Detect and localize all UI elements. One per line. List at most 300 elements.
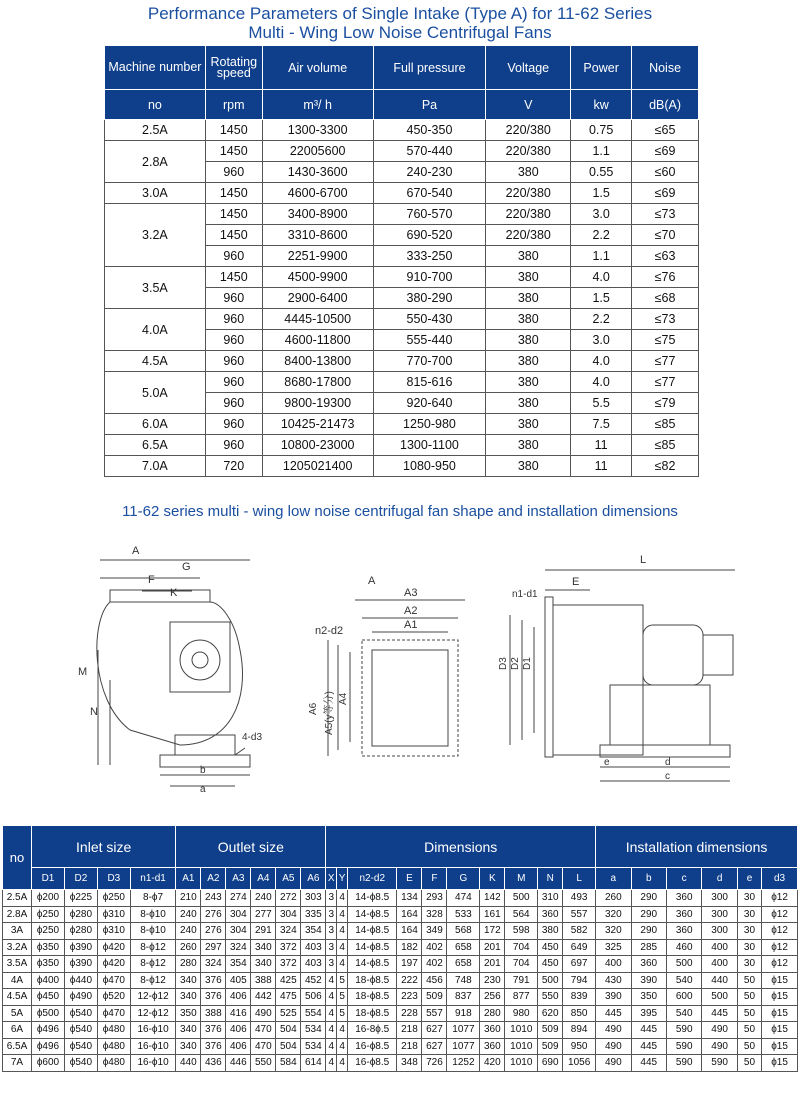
table-cell: 320 [596,906,631,923]
table-cell: 274 [226,890,251,907]
table-cell: 1010 [505,1038,538,1055]
table-cell: 6.5A [3,1038,32,1055]
table-cell: 349 [422,923,447,940]
table-cell: 164 [397,923,422,940]
label-d2: D2 [510,657,521,670]
table-cell: 910-700 [373,267,486,288]
table-cell: 50 [737,989,761,1006]
table-cell: ϕ310 [97,906,130,923]
table-row [105,309,699,330]
table-cell: 620 [538,1005,563,1022]
table-cell: ≤85 [632,414,699,435]
outlet-flange-diagram [300,570,480,770]
table-cell: 0.55 [571,162,632,183]
table-cell: 50 [737,1055,761,1072]
table-cell: 240 [251,890,276,907]
table-cell: 300 [702,923,737,940]
table-cell: 230 [480,972,505,989]
table-cell: 210 [176,890,201,907]
column-header: a [596,868,631,890]
table-cell: 293 [422,890,447,907]
table-cell: 276 [201,923,226,940]
table-title-line2: Multi - Wing Low Noise Centrifugal Fans [248,23,552,42]
table-cell: 390 [596,989,631,1006]
table-cell: 340 [176,1038,201,1055]
table-cell: 1080-950 [373,456,486,477]
table-cell: 748 [447,972,480,989]
label-a1: A1 [404,619,418,631]
table-cell: 490 [596,1038,631,1055]
column-header: K [480,868,505,890]
table-cell: 1252 [447,1055,480,1072]
table-cell: 348 [397,1055,422,1072]
table-cell: 3 [326,890,337,907]
table-cell: 4 [337,923,348,940]
table-cell: 403 [301,939,326,956]
table-cell: 960 [205,330,262,351]
table-cell: 490 [702,1038,737,1055]
header-power: Power [571,46,632,90]
table-cell: 300 [702,906,737,923]
table-cell: 430 [596,972,631,989]
table-cell: ϕ250 [32,906,65,923]
table-cell: 256 [480,989,505,1006]
table-cell: 554 [301,1005,326,1022]
table-cell: 395 [631,1005,666,1022]
table-cell: ϕ480 [97,1022,130,1039]
table-cell: 960 [205,288,262,309]
table-cell: ϕ15 [762,1022,798,1039]
label-g: G [182,561,191,573]
table-cell: 4 [337,1022,348,1039]
table-cell: 380 [486,330,571,351]
table-cell: 1450 [205,267,262,288]
header-noise: Noise [632,46,699,90]
table-cell: 6A [3,1022,32,1039]
table-cell: 2.2 [571,225,632,246]
table-row [3,1022,798,1039]
table-cell: ϕ225 [64,890,97,907]
table-cell: 3 [326,923,337,940]
table-cell: 445 [631,1022,666,1039]
table-cell: 436 [201,1055,226,1072]
table-cell: 10800-23000 [262,435,373,456]
table-cell: 550 [251,1055,276,1072]
table-cell: 920-640 [373,393,486,414]
table-cell: 1.1 [571,246,632,267]
column-header: L [563,868,596,890]
table-cell: 584 [276,1055,301,1072]
table-cell: ϕ470 [97,1005,130,1022]
table-cell: 534 [301,1038,326,1055]
header-machine: Machine number [105,46,206,90]
table-cell: 297 [201,939,226,956]
unit-noise: dB(A) [632,90,699,120]
machine-number-cell: 4.5A [105,351,206,372]
table-cell: 50 [737,1005,761,1022]
table-cell: 164 [397,906,422,923]
table-cell: 425 [276,972,301,989]
unit-pressure: Pa [373,90,486,120]
table-cell: 376 [201,1038,226,1055]
table-cell: 172 [480,923,505,940]
label-a2: A2 [404,605,418,617]
table-cell: 4600-11800 [262,330,373,351]
table-cell: ϕ280 [64,906,97,923]
table-cell: ϕ540 [64,1022,97,1039]
table-cell: 450 [538,939,563,956]
column-header: D3 [97,868,130,890]
table-cell: 470 [251,1022,276,1039]
table-cell: 490 [251,1005,276,1022]
unit-air: m³/ h [262,90,373,120]
table-cell: 380 [486,288,571,309]
table-cell: 540 [666,972,701,989]
table-cell: 440 [176,1055,201,1072]
machine-number-cell: 5.0A [105,372,206,414]
table-row [3,1005,798,1022]
table-cell: 1450 [205,141,262,162]
header-speed: Rotating speed [205,46,262,90]
table-cell: 30 [737,906,761,923]
table-cell: 220/380 [486,225,571,246]
table-cell: 304 [226,906,251,923]
table-cell: 877 [505,989,538,1006]
table-cell: 420 [480,1055,505,1072]
table-cell: 240 [176,923,201,940]
table-cell: 3310-8600 [262,225,373,246]
table-cell: 416 [226,1005,251,1022]
table-cell: 4 [326,1038,337,1055]
table-cell: 328 [422,906,447,923]
table-cell: ϕ12 [762,890,798,907]
table-cell: 470 [251,1038,276,1055]
table-cell: 228 [397,1005,422,1022]
table-row [3,1038,798,1055]
table-cell: 1450 [205,204,262,225]
table-cell: ≤73 [632,309,699,330]
table-cell: 303 [301,890,326,907]
table-cell: ϕ420 [97,956,130,973]
table-row [105,183,699,204]
table-cell: ≤69 [632,183,699,204]
label-a4: A4 [338,692,349,705]
table-cell: 304 [276,906,301,923]
table-row [105,204,699,225]
column-header: e [737,868,761,890]
table-cell: 14-ϕ8.5 [348,956,397,973]
table-cell: 533 [447,906,480,923]
table-cell: 240-230 [373,162,486,183]
table-cell: 791 [505,972,538,989]
table-cell: 380 [486,456,571,477]
table-cell: 5 [337,989,348,1006]
table-cell: 290 [631,906,666,923]
table-cell: 1205021400 [262,456,373,477]
table-cell: 850 [563,1005,596,1022]
table-cell: ϕ390 [64,939,97,956]
label-l: L [640,554,647,566]
unit-voltage: V [486,90,571,120]
table-cell: 220/380 [486,141,571,162]
table-cell: 815-616 [373,372,486,393]
table-cell: 161 [480,906,505,923]
table-cell: 3.2A [3,939,32,956]
header-dimensions: Dimensions [326,826,596,868]
table-cell: 7.5 [571,414,632,435]
table-cell: 450 [538,956,563,973]
table-cell: 894 [563,1022,596,1039]
column-header: E [397,868,422,890]
table-cell: 540 [666,1005,701,1022]
table-row [105,372,699,393]
table-cell: 8-ϕ10 [130,923,176,940]
table-cell: 2.2 [571,309,632,330]
table-cell: 960 [205,162,262,183]
table-cell: 4 [326,989,337,1006]
table-cell: 12-ϕ12 [130,1005,176,1022]
table-cell: 14-ϕ8.5 [348,906,397,923]
table-cell: ϕ520 [97,989,130,1006]
table-cell: ≤73 [632,204,699,225]
label-n: N [90,706,98,718]
table-cell: 4 [337,956,348,973]
table-cell: 201 [480,939,505,956]
table-cell: 500 [666,956,701,973]
column-header: d [702,868,737,890]
table-cell: ϕ15 [762,1038,798,1055]
table-cell: ϕ12 [762,906,798,923]
table-cell: 590 [702,1055,737,1072]
table-cell: 1450 [205,183,262,204]
table-cell: 380 [486,372,571,393]
machine-number-cell: 3.0A [105,183,206,204]
label-a: A [132,545,140,557]
table-cell: ≤63 [632,246,699,267]
table-cell: 22005600 [262,141,373,162]
table-cell: ϕ540 [64,1038,97,1055]
table-cell: ≤85 [632,435,699,456]
table-cell: 504 [276,1022,301,1039]
column-header: M [505,868,538,890]
table-cell: 2251-9900 [262,246,373,267]
table-cell: ϕ350 [32,956,65,973]
table-cell: 12-ϕ12 [130,989,176,1006]
table-cell: ϕ250 [32,923,65,940]
table-cell: 770-700 [373,351,486,372]
table-cell: 376 [201,972,226,989]
unit-speed: rpm [205,90,262,120]
table-cell: 446 [226,1055,251,1072]
table-cell: 8-ϕ12 [130,939,176,956]
column-header: A2 [201,868,226,890]
table-cell: ϕ15 [762,1005,798,1022]
table-cell: ϕ12 [762,923,798,940]
table-cell: 376 [201,1022,226,1039]
table-cell: 388 [201,1005,226,1022]
table-cell: 4445-10500 [262,309,373,330]
table-cell: 8680-17800 [262,372,373,393]
table-cell: 4 [326,1005,337,1022]
table-cell: 460 [666,939,701,956]
performance-table [104,45,699,477]
table-cell: 590 [666,1055,701,1072]
table-cell: ϕ15 [762,972,798,989]
table-cell: 50 [737,1022,761,1039]
table-cell: 445 [702,1005,737,1022]
table-cell: 4 [337,1055,348,1072]
table-cell: 550 [538,989,563,1006]
label-n1d1: n1-d1 [512,589,538,600]
table-cell: 4 [326,1055,337,1072]
table-row [3,906,798,923]
table-cell: 16-ϕ8.5 [348,1038,397,1055]
table-cell: 4 [337,939,348,956]
label-a-flange: A [368,575,376,587]
table-cell: 11 [571,435,632,456]
table-cell: ≤70 [632,225,699,246]
table-cell: 14-ϕ8.5 [348,939,397,956]
table-cell: 350 [176,1005,201,1022]
table-cell: 3 [326,939,337,956]
table-cell: 218 [397,1022,422,1039]
table-cell: 406 [226,989,251,1006]
table-cell: 450-350 [373,120,486,141]
machine-number-cell: 7.0A [105,456,206,477]
table-cell: 760-570 [373,204,486,225]
table-cell: 14-ϕ8.5 [348,923,397,940]
table-cell: 4 [326,1022,337,1039]
table-cell: 557 [563,906,596,923]
table-cell: 690 [538,1055,563,1072]
table-cell: 220/380 [486,120,571,141]
table-cell: 8400-13800 [262,351,373,372]
table-cell: 4A [3,972,32,989]
table-cell: 340 [251,939,276,956]
column-header: b [631,868,666,890]
table-cell: 1250-980 [373,414,486,435]
table-cell: ϕ200 [32,890,65,907]
table-cell: 260 [176,939,201,956]
machine-number-cell: 6.5A [105,435,206,456]
label-d1: D1 [522,657,533,670]
front-view-diagram [490,545,750,785]
table-cell: ϕ480 [97,1055,130,1072]
table-cell: 8-ϕ12 [130,972,176,989]
table-cell: ϕ350 [32,939,65,956]
machine-number-cell: 2.8A [105,141,206,183]
table-cell: ϕ280 [64,923,97,940]
header-voltage: Voltage [486,46,571,90]
column-header: d3 [762,868,798,890]
table-cell: 555-440 [373,330,486,351]
table-cell: 557 [422,1005,447,1022]
table-row [105,120,699,141]
label-4d3: 4-d3 [242,732,263,743]
table-cell: 390 [631,972,666,989]
table-cell: 839 [563,989,596,1006]
table-cell: 1077 [447,1038,480,1055]
table-cell: ϕ480 [97,1038,130,1055]
table-cell: 8-ϕ10 [130,906,176,923]
table-cell: 550-430 [373,309,486,330]
table-cell: 598 [505,923,538,940]
table-cell: 3.0 [571,204,632,225]
table-cell: ϕ490 [64,989,97,1006]
table-cell: 360 [631,956,666,973]
label-f: F [148,574,155,586]
table-cell: 406 [226,1038,251,1055]
table-cell: 403 [301,956,326,973]
table-cell: 475 [276,989,301,1006]
table-cell: ≤76 [632,267,699,288]
table-cell: 360 [480,1038,505,1055]
header-outlet-size: Outlet size [176,826,326,868]
unit-machine: no [105,90,206,120]
table-cell: 509 [422,989,447,1006]
table-cell: 280 [480,1005,505,1022]
label-d: d [665,757,671,768]
machine-number-cell: 6.0A [105,414,206,435]
table-cell: 304 [226,923,251,940]
table-cell: 354 [301,923,326,940]
table-cell: 3400-8900 [262,204,373,225]
column-header: X [326,868,337,890]
table-cell: 3.0 [571,330,632,351]
table-cell: 445 [631,1055,666,1072]
table-cell: 590 [666,1022,701,1039]
table-cell: 8-ϕ12 [130,956,176,973]
column-header: c [666,868,701,890]
table-cell: ϕ496 [32,1022,65,1039]
table-cell: ϕ15 [762,989,798,1006]
unit-power: kw [571,90,632,120]
table-cell: 704 [505,939,538,956]
machine-number-cell: 2.5A [105,120,206,141]
table-row [3,989,798,1006]
table-cell: ϕ12 [762,939,798,956]
table-cell: 243 [201,890,226,907]
label-e-lower: e [604,757,610,768]
table-cell: 340 [251,956,276,973]
table-cell: 2.5A [3,890,32,907]
table-cell: 509 [538,1038,563,1055]
table-cell: 380 [486,435,571,456]
table-cell: 142 [480,890,505,907]
table-cell: 340 [176,989,201,1006]
label-k: K [170,587,178,599]
table-cell: 4 [326,972,337,989]
table-cell: 1430-3600 [262,162,373,183]
table-cell: ϕ496 [32,1038,65,1055]
table-cell: 582 [563,923,596,940]
table-cell: 5 [337,1005,348,1022]
table-cell: 658 [447,956,480,973]
table-cell: 452 [301,972,326,989]
table-cell: ≤65 [632,120,699,141]
table-cell: 1056 [563,1055,596,1072]
table-cell: 658 [447,939,480,956]
table-cell: ϕ440 [64,972,97,989]
table-cell: 220/380 [486,204,571,225]
table-cell: 300 [702,890,737,907]
table-cell: ϕ400 [32,972,65,989]
table-cell: 8-ϕ7 [130,890,176,907]
label-m: M [78,666,88,678]
table-cell: 182 [397,939,422,956]
table-cell: ≤69 [632,141,699,162]
table-cell: 222 [397,972,422,989]
